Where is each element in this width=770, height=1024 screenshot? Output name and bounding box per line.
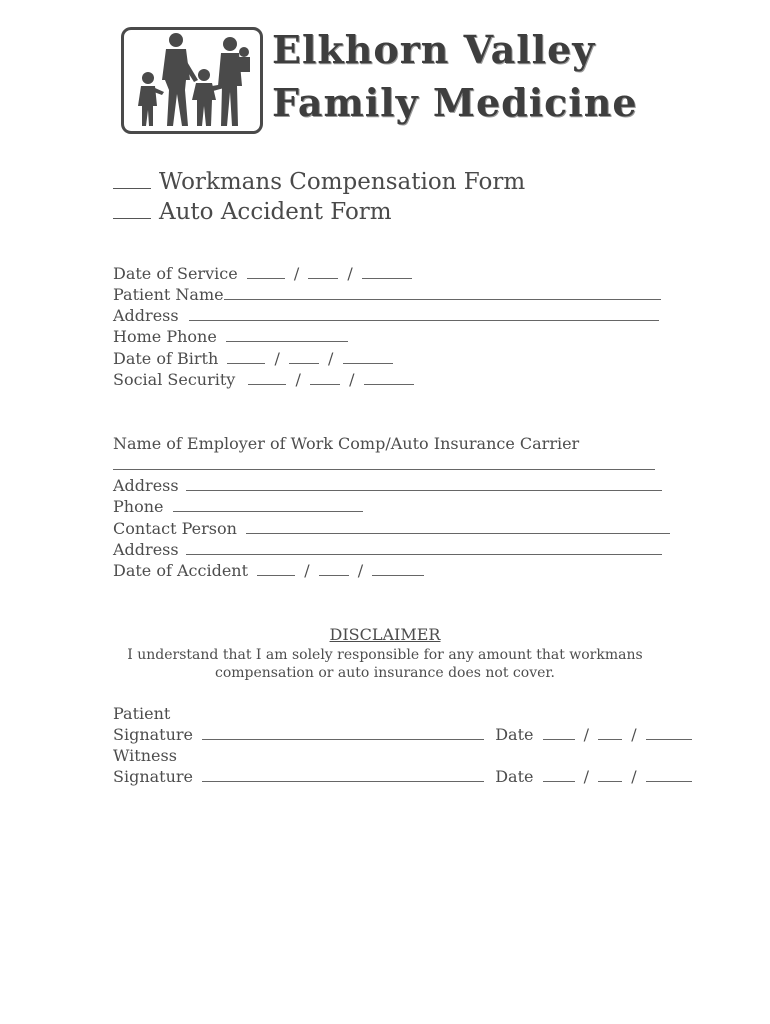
witness-date-day-field[interactable]	[598, 767, 622, 782]
employer-address2-field[interactable]	[186, 540, 662, 555]
social-security-label: Social Security	[113, 370, 236, 389]
brand-line-1: Elkhorn Valley	[272, 27, 596, 72]
ssn-part2-field[interactable]	[310, 370, 340, 385]
checkbox-blank[interactable]	[113, 200, 151, 219]
contact-person-field[interactable]	[246, 519, 670, 534]
form-type-workmans	[113, 168, 525, 196]
patient-name-label: Patient Name	[113, 285, 224, 304]
accident-day-field[interactable]	[319, 561, 349, 576]
dob-month-field[interactable]	[227, 349, 265, 364]
social-security-row: Social Security / /	[113, 370, 414, 390]
witness-date-month-field[interactable]	[543, 767, 575, 782]
employer-heading: Name of Employer of Work Comp/Auto Insurance Carrier	[113, 434, 580, 453]
witness-date-year-field[interactable]	[646, 767, 692, 782]
patient-date-year-field[interactable]	[646, 725, 692, 740]
employer-phone-label: Phone	[113, 497, 164, 516]
date-of-accident-row: Date of Accident / /	[113, 561, 424, 581]
contact-person-label: Contact Person	[113, 519, 237, 538]
home-phone-label: Home Phone	[113, 327, 217, 346]
employer-phone-row	[113, 497, 363, 517]
employer-name-row	[113, 455, 655, 475]
accident-month-field[interactable]	[257, 561, 295, 576]
logo	[121, 27, 263, 134]
form-type-label: Workmans Compensation Form	[159, 169, 526, 195]
date-of-service-month-field[interactable]	[247, 264, 285, 279]
employer-phone-field[interactable]	[173, 497, 363, 512]
address-label: Address	[113, 306, 179, 325]
contact-person-row	[113, 519, 670, 539]
home-phone-field[interactable]	[226, 327, 348, 342]
accident-year-field[interactable]	[372, 561, 424, 576]
patient-name-row	[113, 285, 661, 305]
dob-year-field[interactable]	[343, 349, 393, 364]
date-label: Date	[495, 767, 534, 786]
form-type-auto	[113, 198, 392, 226]
home-phone-row	[113, 327, 348, 347]
ssn-part1-field[interactable]	[248, 370, 286, 385]
patient-signature-row: Signature Date / /	[113, 725, 692, 745]
family-silhouette-icon	[124, 30, 260, 131]
disclaimer-line-1: I understand that I am solely responsible for any amount that workmans	[127, 647, 643, 663]
date-of-accident-label: Date of Accident	[113, 561, 249, 580]
disclaimer-text	[0, 646, 770, 682]
date-of-service-row: Date of Service / /	[113, 264, 412, 284]
patient-name-field[interactable]	[224, 285, 661, 300]
disclaimer-title: DISCLAIMER	[329, 625, 441, 644]
patient-signature-field[interactable]	[202, 725, 484, 740]
date-of-service-label: Date of Service	[113, 264, 238, 283]
employer-address-field[interactable]	[186, 476, 662, 491]
employer-address-row	[113, 476, 662, 496]
signature-label: Signature	[113, 767, 194, 786]
employer-address-label: Address	[113, 476, 179, 495]
employer-address2-row	[113, 540, 662, 560]
witness-label: Witness	[113, 746, 177, 765]
patient-date-day-field[interactable]	[598, 725, 622, 740]
witness-signature-field[interactable]	[202, 767, 484, 782]
date-of-birth-label: Date of Birth	[113, 349, 219, 368]
address-row	[113, 306, 659, 326]
employer-address2-label: Address	[113, 540, 179, 559]
date-of-service-year-field[interactable]	[362, 264, 412, 279]
brand-line-2: Family Medicine	[272, 80, 638, 125]
patient-date-month-field[interactable]	[543, 725, 575, 740]
signature-label: Signature	[113, 725, 194, 744]
form-type-label: Auto Accident Form	[159, 199, 392, 225]
disclaimer-line-2: compensation or auto insurance does not cover.	[214, 665, 555, 681]
patient-label: Patient	[113, 704, 171, 723]
checkbox-blank[interactable]	[113, 170, 151, 189]
address-field[interactable]	[189, 306, 659, 321]
dob-day-field[interactable]	[289, 349, 319, 364]
date-label: Date	[495, 725, 534, 744]
date-of-service-day-field[interactable]	[308, 264, 338, 279]
date-of-birth-row: Date of Birth / /	[113, 349, 393, 369]
ssn-part3-field[interactable]	[364, 370, 414, 385]
employer-name-field[interactable]	[113, 455, 655, 470]
witness-signature-row: Signature Date / /	[113, 767, 692, 787]
